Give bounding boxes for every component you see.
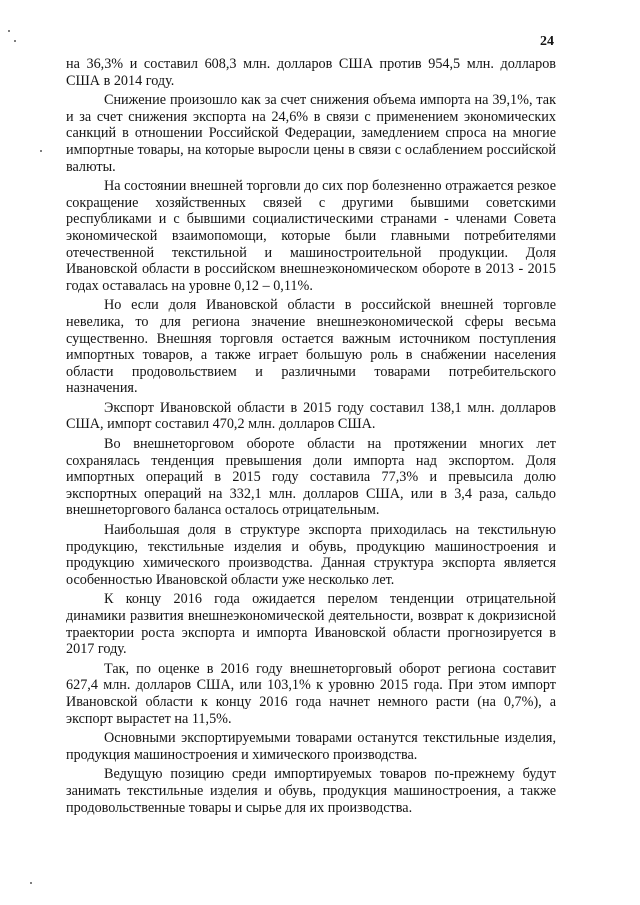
paragraph: Но если доля Ивановской области в российской внешней торговле невелика, то для региона значение внешнеэкономической сферы весьма существенно. Внешняя торговля остается важным источником поступления импортных товаров, а также играет большую роль в снабжении населения области продовольствием и различными товарами потребительского назначения. [66,297,556,397]
scan-speck [40,150,42,152]
paragraph: Во внешнеторговом обороте области на протяжении многих лет сохранялась тенденция превышения доли импорта над экспортом. Доля импортных операций в 2015 году составила 77,3% и превысила долю экспортных операций на 332,1 млн. долларов США, или в 3,4 раза, сальдо внешнеторгового баланса осталось отрицательным. [66,436,556,519]
page-number: 24 [540,34,554,49]
paragraph: К концу 2016 года ожидается перелом тенденции отрицательной динамики развития внешнеэкономической деятельности, возврат к докризисной траектории роста экспорта и импорта Ивановской области прогнозируется в 2017 году. [66,591,556,658]
paragraph: Экспорт Ивановской области в 2015 году составил 138,1 млн. долларов США, импорт составил 470,2 млн. долларов США. [66,399,556,433]
paragraph: Снижение произошло как за счет снижения объема импорта на 39,1%, так и за счет снижения экспорта на 24,6% в связи с применением экономических санкций в отношении Российской Федерации, замедлением спроса на многие импортные товары, на которые выросли цены в связи с ослаблением российской валюты. [66,92,556,175]
paragraph: Наибольшая доля в структуре экспорта приходилась на текстильную продукцию, текстильные изделия и обувь, продукцию машиностроения и продукцию химического производства. Данная структура экспорта является особенностью Ивановской области уже несколько лет. [66,522,556,588]
paragraph: На состоянии внешней торговли до сих пор болезненно отражается резкое сокращение хозяйственных связей с другими бывшими советскими республиками и с бывшими социалистическими странами - членами Совета экономической взаимопомощи, которые были главными потребителями отечественной текстильной и машиностроительной продукции. Доля Ивановской области в российском внешнеэкономическом обороте в 2013 - 2015 годах оставалась на уровне 0,12 – 0,11%. [66,178,556,294]
scan-speck [14,40,16,42]
paragraph: на 36,3% и составил 608,3 млн. долларов США против 954,5 млн. долларов США в 2014 году. [66,56,556,89]
body-text [66,56,556,819]
paragraph: Так, по оценке в 2016 году внешнеторговый оборот региона составит 627,4 млн. долларов США, или 103,1% к уровню 2015 года. При этом импорт Ивановской области к концу 2016 года начнет немного расти (на 0,7%), а экспорт вырастет на 11,5%. [66,660,556,727]
paragraph: Основными экспортируемыми товарами останутся текстильные изделия, продукция машиностроения и химического производства. [66,730,556,763]
scan-speck [8,30,10,32]
scan-speck [30,882,32,884]
paragraph: Ведущую позицию среди импортируемых товаров по-прежнему будут занимать текстильные изделия и обувь, продукция машиностроения, а также продовольственные товары и сырье для их производства. [66,766,556,816]
